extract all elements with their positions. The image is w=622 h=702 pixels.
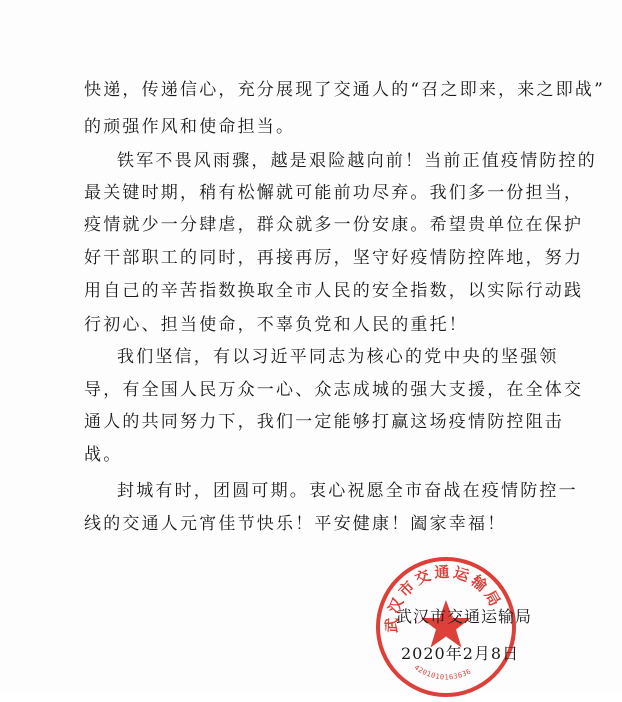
paragraph-2-line-6: 行初心、担当使命，不辜负党和人民的重托！	[84, 315, 468, 335]
signature-organization: 武汉市交通运输局	[396, 607, 533, 626]
paragraph-2-line-1: 铁军不畏风雨骤，越是艰险越向前！当前正值疫情防控的	[117, 151, 597, 171]
seal-code: 4201010163636	[412, 663, 473, 682]
paragraph-2-line-4: 好干部职工的同时，再接再厉，坚守好疫情防控阵地，努力	[84, 248, 584, 268]
official-seal-stamp	[371, 552, 521, 702]
paragraph-1-line-1: 快递，传递信心，充分展现了交通人的“召之即来，来之即战”	[84, 80, 605, 100]
paragraph-4-line-1: 封城有时，团圆可期。衷心祝愿全市奋战在疫情防控一	[117, 481, 578, 501]
paragraph-3-line-3: 通人的共同努力下，我们一定能够打赢这场疫情防控阻击	[84, 412, 564, 432]
paragraph-4-line-2: 线的交通人元宵佳节快乐！平安健康！阖家幸福！	[84, 514, 507, 534]
paragraph-3-line-1: 我们坚信，有以习近平同志为核心的党中央的坚强领	[117, 347, 559, 367]
paragraph-2-line-3: 疫情就少一分肆虐，群众就多一份安康。希望贵单位在保护	[84, 215, 584, 235]
signature-date: 2020年2月8日	[401, 644, 520, 663]
paragraph-1-line-2: 的顽强作风和使命担当。	[84, 117, 296, 137]
paragraph-2-line-2: 最关键时期，稍有松懈就可能前功尽弃。我们多一份担当，	[84, 183, 584, 203]
paragraph-3-line-4: 战。	[84, 445, 123, 465]
paragraph-3-line-2: 导，有全国人民万众一心、众志成城的强大支援，在全体交	[84, 380, 584, 400]
paragraph-2-line-5: 用自己的辛苦指数换取全市人民的安全指数，以实际行动践	[84, 281, 584, 301]
seal-arc-text: 武汉市交通运输局	[382, 562, 506, 634]
